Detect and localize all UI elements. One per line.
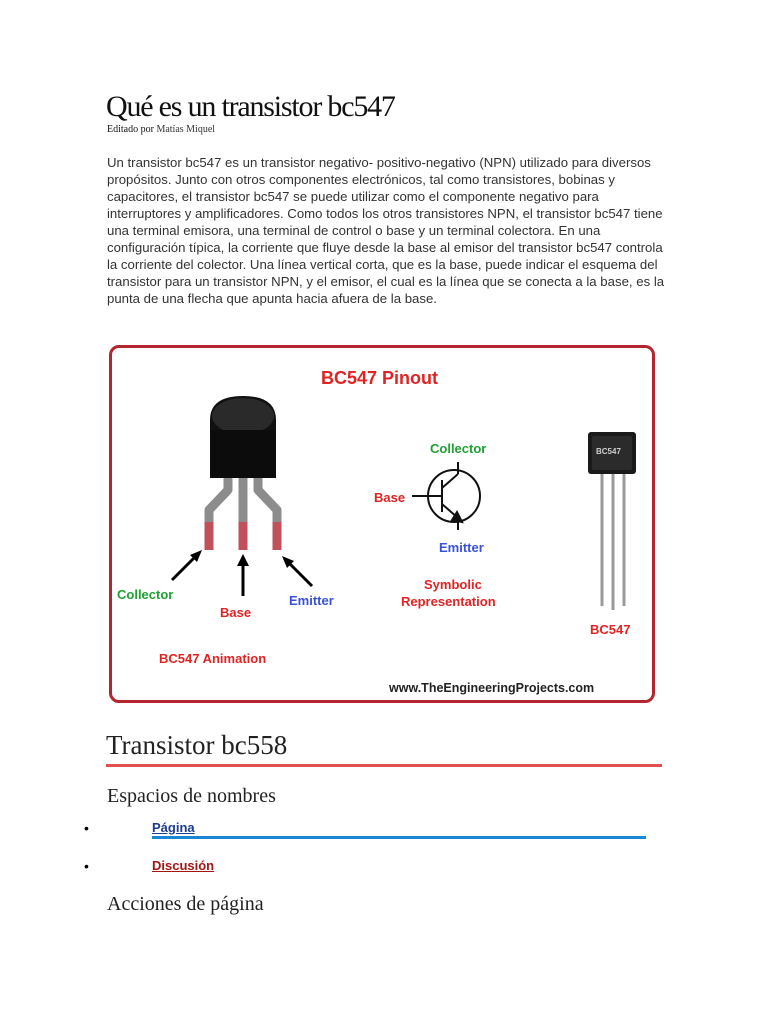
section-divider — [106, 764, 662, 767]
bullet: • — [84, 858, 89, 874]
link-pagina[interactable]: Página — [152, 820, 195, 835]
symbol-label-base: Base — [374, 490, 406, 505]
byline — [107, 124, 215, 135]
component-photo-drawing — [588, 432, 636, 610]
symbol-label-emitter: Emitter — [439, 540, 484, 555]
website-credit: www.TheEngineeringProjects.com — [389, 681, 595, 695]
part-marking: BC547 — [596, 447, 621, 456]
figure-title: BC547 Pinout — [321, 368, 439, 388]
section-heading: Transistor bc558 — [106, 730, 288, 760]
symbol-caption-line2: Representation — [401, 594, 496, 609]
part-caption: BC547 — [590, 622, 631, 637]
active-tab-underline — [152, 836, 646, 839]
byline-prefix: Editado por — [107, 124, 154, 135]
article-title: Qué es un transistor bc547 — [106, 90, 395, 123]
animation-caption: BC547 Animation — [159, 651, 267, 666]
namespaces-heading: Espacios de nombres — [107, 785, 276, 807]
link-discusion[interactable]: Discusión — [152, 858, 215, 873]
intro-paragraph: Un transistor bc547 es un transistor negativo- positivo-negativo (NPN) utilizado para diversos propósitos. Junto con otros componentes electrónicos, tal como transistores, bobinas y capacitores, el transistor bc547 se puede utilizar como el componente negativo para interruptores y amplificadores. Como todos los otros transistores NPN, el transistor bc547 tiene una terminal emisora, una terminal de control o base y un terminal colectora. En una configuración típica, la corriente que fluye desde la base al emisor del transistor bc547 controla la corriente del colector. Una línea vertical corta, que es la base, puede indicar el esquema del transistor para un transistor NPN, y el emisor, el cual es la línea que se conecta a la base, es la punta de una flecha que apunta hacia afuera de la base. — [107, 155, 665, 306]
npn-symbol-drawing — [412, 462, 480, 530]
label-emitter: Emitter — [289, 593, 334, 608]
bullet: • — [84, 820, 89, 836]
pinout-figure — [109, 345, 655, 703]
symbol-caption-line1: Symbolic — [424, 577, 482, 592]
transistor-package-drawing — [172, 396, 312, 596]
label-collector: Collector — [117, 587, 174, 602]
page-actions-heading: Acciones de página — [107, 893, 264, 915]
label-base: Base — [220, 605, 252, 620]
author-link[interactable]: Matías Miquel — [156, 124, 216, 135]
pinout-illustration — [112, 348, 652, 700]
symbol-label-collector: Collector — [430, 441, 487, 456]
